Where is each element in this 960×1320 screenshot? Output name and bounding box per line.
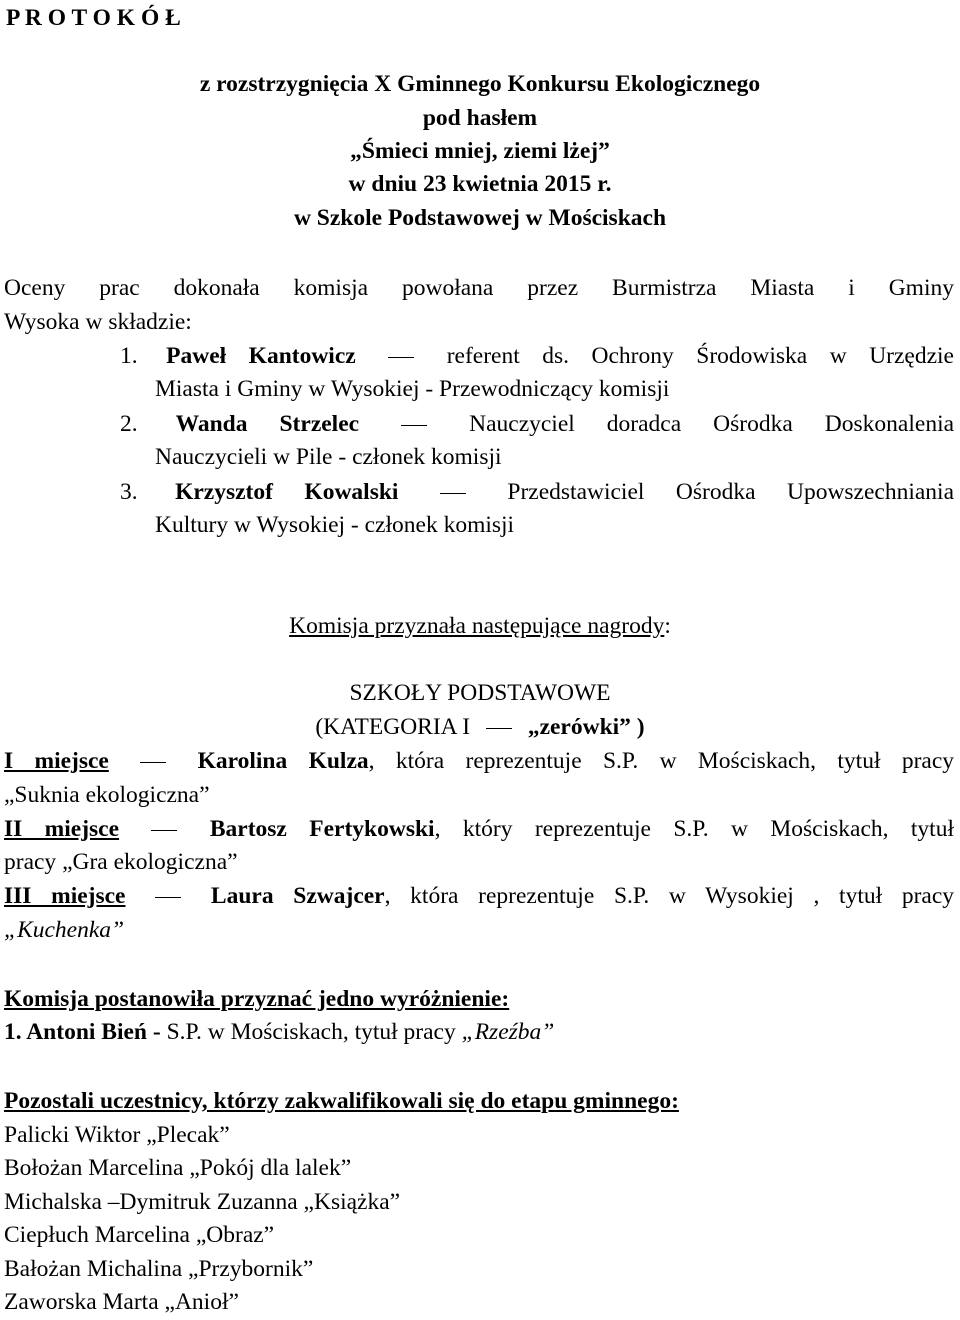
dash-separator (140, 762, 166, 763)
category-group: „zerówki” ) (527, 714, 645, 740)
awards-heading (0, 610, 960, 644)
prize-place: III miejsce (4, 883, 126, 909)
dash-separator (151, 830, 177, 831)
intro-line-1: Oceny prac dokonała komisja powołana przez Burmistrza Miasta i Gminy (4, 275, 954, 301)
prize-third (4, 880, 954, 914)
committee-name: Krzysztof Kowalski (175, 479, 399, 505)
distinction-description: S.P. w Mościskach, tytuł pracy (166, 1019, 462, 1045)
committee-name: Wanda Strzelec (175, 411, 360, 437)
prize-place: I miejsce (4, 748, 109, 774)
prize-winner-name: Laura Szwajcer (210, 883, 385, 909)
distinction-name: 1. Antoni Bień - (4, 1019, 167, 1045)
prize-winner-name: Karolina Kulza (197, 748, 369, 774)
prize-first (4, 745, 954, 779)
participant-item: Michalska –Dymitruk Zuzanna „Książka” (4, 1189, 401, 1215)
distinction-entry (4, 1016, 554, 1050)
participant-item: Ciepłuch Marcelina „Obraz” (4, 1222, 275, 1248)
prize-second-work (4, 846, 238, 880)
category-title: SZKOŁY PODSTAWOWE (349, 680, 611, 706)
participant-item: Palicki Wiktor „Plecak” (4, 1122, 230, 1148)
committee-member-1 (120, 340, 954, 374)
dash-separator (401, 425, 427, 426)
dash-separator (155, 897, 181, 898)
dash-separator (440, 493, 466, 494)
committee-member-1-cont: Miasta i Gminy w Wysokiej - Przewodniczący komisji (155, 376, 670, 402)
committee-member-2 (120, 408, 954, 442)
header-line-2: pod hasłem (422, 105, 538, 131)
committee-number: 2. (120, 411, 138, 437)
header-line-3: „Śmieci mniej, ziemi lżej” (350, 138, 610, 164)
prize-winner-name: Bartosz Fertykowski (209, 816, 435, 842)
others-heading: Pozostali uczestnicy, którzy zakwalifikowali się do etapu gminnego: (4, 1088, 679, 1114)
committee-name: Paweł Kantowicz (166, 343, 356, 369)
committee-role: referent ds. Ochrony Środowiska w Urzędzie (446, 343, 954, 369)
dash-separator (388, 357, 414, 358)
prize-place: II miejsce (4, 816, 120, 842)
document-title: P R O T O K Ó Ł (6, 5, 181, 31)
category-subtitle (0, 711, 960, 745)
committee-member-3 (120, 476, 954, 510)
participant-item: Bołożan Marcelina „Pokój dla lalek” (4, 1155, 352, 1181)
dash-separator (486, 728, 512, 729)
awards-heading-colon: : (664, 613, 671, 639)
prize-work-title: „Gra ekologiczna” (62, 849, 238, 875)
prize-first-work: „Suknia ekologiczna” (4, 782, 210, 808)
header-line-1: z rozstrzygnięcia X Gminnego Konkursu Ekologicznego (199, 71, 761, 97)
distinction-heading: Komisja postanowiła przyznać jedno wyróżnienie: (4, 986, 510, 1012)
header-line-4: w dniu 23 kwietnia 2015 r. (348, 171, 612, 197)
participant-item: Zaworska Marta „Anioł” (4, 1289, 239, 1315)
prize-description: , która reprezentuje S.P. w Wysokiej , tytuł pracy (384, 883, 955, 909)
committee-role: Przedstawiciel Ośrodka Upowszechniania (507, 479, 955, 505)
participant-item: Bałożan Michalina „Przybornik” (4, 1256, 314, 1282)
prize-description: , która reprezentuje S.P. w Mościskach, tytuł pracy (368, 748, 955, 774)
committee-number: 1. (120, 343, 138, 369)
committee-role: Nauczyciel doradca Ośrodka Doskonalenia (469, 411, 955, 437)
category-label: (KATEGORIA I (315, 714, 471, 740)
awards-heading-text: Komisja przyznała następujące nagrody (289, 613, 665, 639)
committee-member-2-cont: Nauczycieli w Pile - członek komisji (155, 444, 502, 470)
intro-line-2: Wysoka w składzie: (4, 309, 192, 335)
prize-second (4, 813, 954, 847)
prize-third-work: „Kuchenka” (4, 917, 125, 943)
distinction-work: „Rzeźba” (461, 1019, 555, 1045)
prize-description: , który reprezentuje S.P. w Mościskach, tytuł (434, 816, 954, 842)
committee-number: 3. (120, 479, 138, 505)
committee-member-3-cont: Kultury w Wysokiej - członek komisji (155, 512, 515, 538)
header-line-5: w Szkole Podstawowej w Mościskach (293, 205, 667, 231)
prize-work-prefix: pracy (4, 849, 63, 875)
